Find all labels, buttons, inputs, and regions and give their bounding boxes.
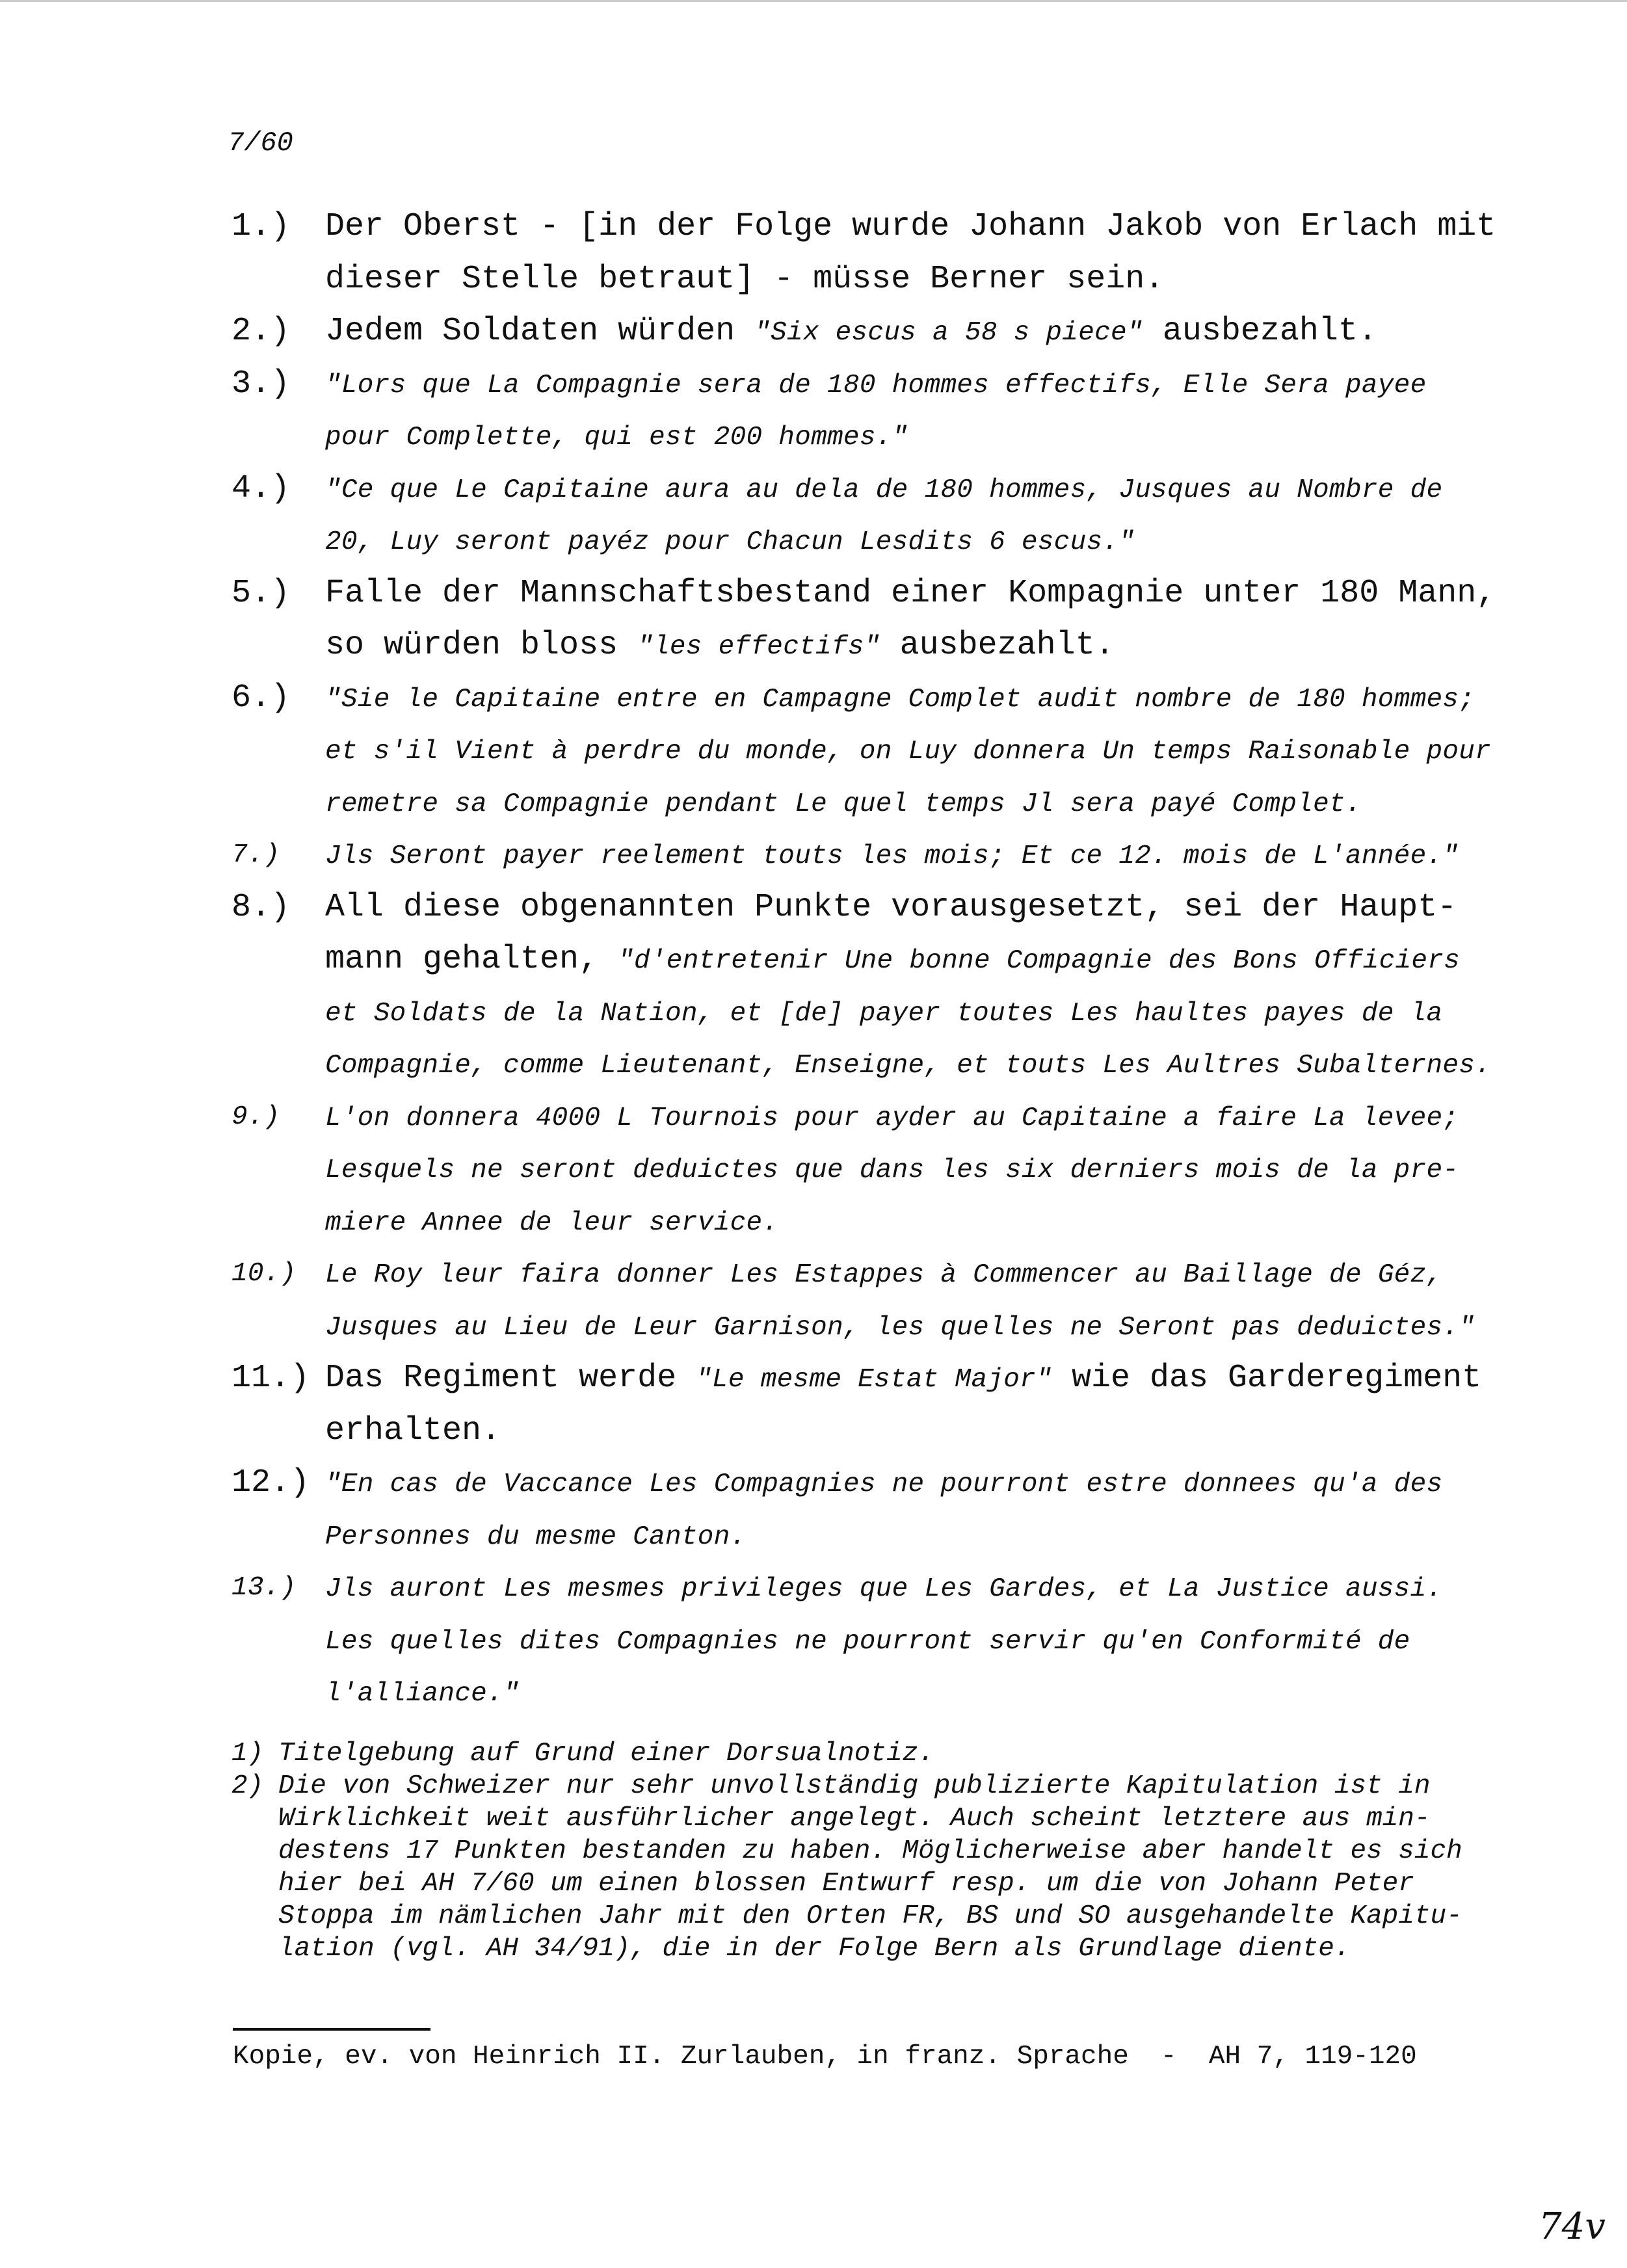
french-quote: Jusques au Lieu de Leur Garnison, les quelles ne Seront pas deduictes." <box>325 1312 1475 1343</box>
article-line <box>231 1352 1532 1405</box>
article-text <box>325 1196 778 1249</box>
article-line <box>231 672 1532 725</box>
french-quote: miere Annee de leur service. <box>325 1207 779 1238</box>
article-number: 10.) <box>231 1259 297 1289</box>
article-text <box>325 1457 1442 1510</box>
article-line <box>231 934 1532 986</box>
german-text: so würden bloss <box>325 627 638 664</box>
article-line <box>231 986 1532 1039</box>
handwritten-folio-number: 74v <box>1539 2206 1606 2248</box>
german-text: erhalten. <box>325 1412 501 1449</box>
article-number: 8.) <box>231 888 291 926</box>
article-line <box>231 463 1532 516</box>
article-line <box>231 306 1532 358</box>
article-number: 4.) <box>231 469 291 507</box>
article-line <box>231 620 1532 672</box>
article-text <box>325 568 1496 620</box>
article-number: 6.) <box>231 679 291 717</box>
article-number: 11.) <box>231 1360 310 1397</box>
article-text <box>325 1091 1459 1144</box>
french-quote: "d'entretenir Une bonne Compagnie des Bons Officiers <box>618 946 1461 976</box>
french-quote: Compagnie, comme Lieutenant, Enseigne, et touts Les Aultres Subalternes. <box>325 1051 1492 1081</box>
article-number: 2.) <box>231 313 291 350</box>
article-text <box>325 829 1459 882</box>
article-number: 12.) <box>231 1464 310 1501</box>
article-text <box>325 620 1115 673</box>
article-line <box>231 1300 1532 1353</box>
article-line <box>231 1405 1532 1458</box>
article-line <box>231 515 1532 568</box>
article-line <box>231 724 1532 777</box>
french-quote: L'on donnera 4000 L Tournois pour ayder au Capitaine a faire La levee; <box>325 1103 1459 1133</box>
article-text <box>325 1038 1491 1092</box>
article-line <box>231 568 1532 620</box>
german-text: Der Oberst - [in der Folge wurde Johann Jakob von Erlach mit <box>325 208 1496 245</box>
article-line <box>231 1248 1532 1300</box>
french-quote: et Soldats de la Nation, et [de] payer toutes Les haultes payes de la <box>325 998 1443 1029</box>
article-text <box>325 1615 1410 1668</box>
article-text <box>325 1667 520 1720</box>
article-text <box>325 1510 747 1563</box>
french-quote: remetre sa Compagnie pendant Le quel temps Jl sera payé Complet. <box>325 789 1362 819</box>
article-line <box>231 201 1532 254</box>
article-number: 5.) <box>231 574 291 612</box>
separator-rule <box>233 2028 430 2031</box>
article-line <box>231 882 1532 934</box>
article-number: 3.) <box>231 365 291 402</box>
german-text: Das Regiment werde <box>325 1360 696 1397</box>
french-quote: Les quelles dites Compagnies ne pourront servir qu'en Conformité de <box>325 1626 1410 1657</box>
source-note: Kopie, ev. von Heinrich II. Zurlauben, in franz. Sprache - AH 7, 119-120 <box>233 2042 1417 2072</box>
french-quote: "Le mesme Estat Major" <box>696 1365 1052 1395</box>
article-line <box>231 358 1532 411</box>
article-line <box>231 829 1532 882</box>
article-text <box>325 306 1377 359</box>
article-text <box>325 1352 1481 1406</box>
article-text <box>325 201 1496 253</box>
article-line <box>231 1038 1532 1091</box>
article-text <box>325 934 1460 987</box>
french-quote: Personnes du mesme Canton. <box>325 1522 747 1552</box>
article-text <box>325 358 1426 412</box>
footnote-text: hier bei AH 7/60 um einen blossen Entwurf resp. um die von Johann Peter <box>278 1869 1414 1899</box>
article-line <box>231 1457 1532 1510</box>
article-text <box>325 515 1135 568</box>
french-quote: Jls auront Les mesmes privileges que Les Gardes, et La Justice aussi. <box>325 1574 1443 1604</box>
french-quote: Jls Seront payer reelement touts les mois; Et ce 12. mois de L'année." <box>325 841 1459 871</box>
article-text <box>325 1248 1442 1301</box>
footnote-text: Stoppa im nämlichen Jahr mit den Orten FR, BS und SO ausgehandelte Kapitu- <box>278 1901 1462 1931</box>
german-text: wie das Garderegiment <box>1052 1360 1482 1397</box>
article-line <box>231 1562 1532 1615</box>
footnote-number: 1) <box>231 1739 264 1769</box>
article-text <box>325 882 1457 934</box>
article-text <box>325 986 1442 1040</box>
french-quote: Le Roy leur faira donner Les Estappes à Commencer au Baillage de Géz, <box>325 1260 1443 1290</box>
article-line <box>231 777 1532 830</box>
french-quote: 20, Luy seront payéz pour Chacun Lesdits 6 escus." <box>325 527 1135 557</box>
article-number: 13.) <box>231 1573 297 1603</box>
footnote-text: Wirklichkeit weit ausführlicher angelegt. Auch scheint letztere aus min- <box>278 1804 1431 1834</box>
french-quote: "En cas de Vaccance Les Compagnies ne pourront estre donnees qu'a des <box>325 1470 1443 1499</box>
article-text <box>325 463 1442 516</box>
scan-edge <box>0 0 1627 2</box>
article-text <box>325 410 908 464</box>
french-quote: "Sie le Capitaine entre en Campagne Complet audit nombre de 180 hommes; <box>325 684 1475 715</box>
french-quote: Lesquels ne seront deduictes que dans les six derniers mois de la pre- <box>325 1155 1459 1185</box>
article-text <box>325 777 1362 830</box>
french-quote: "les effectifs" <box>637 632 880 662</box>
article-number: 9.) <box>231 1101 280 1132</box>
article-number: 7.) <box>231 840 280 870</box>
document-reference: 7/60 <box>228 127 293 159</box>
article-text <box>325 1143 1459 1196</box>
german-text: Jedem Soldaten würden <box>325 313 755 350</box>
footnote-text: lation (vgl. AH 34/91), die in der Folge Bern als Grundlage diente. <box>278 1934 1351 1964</box>
article-line <box>231 1510 1532 1563</box>
article-text <box>325 724 1491 778</box>
french-quote: "Ce que Le Capitaine aura au dela de 180 hommes, Jusques au Nombre de <box>325 475 1443 505</box>
french-quote: et s'il Vient à perdre du monde, on Luy donnera Un temps Raisonable pour <box>325 737 1492 767</box>
article-number: 1.) <box>231 208 291 245</box>
article-line <box>231 1615 1532 1667</box>
article-line <box>231 410 1532 463</box>
article-line <box>231 254 1532 306</box>
german-text: ausbezahlt. <box>880 627 1115 664</box>
footnote-text: Die von Schweizer nur sehr unvollständig publizierte Kapitulation ist in <box>278 1771 1431 1801</box>
article-text <box>325 1300 1475 1354</box>
german-text: All diese obgenannten Punkte vorausgesetzt, sei der Haupt- <box>325 888 1457 926</box>
article-text <box>325 672 1475 726</box>
german-text: ausbezahlt. <box>1143 313 1377 350</box>
footnote-text: Titelgebung auf Grund einer Dorsualnotiz. <box>278 1739 934 1769</box>
german-text: Falle der Mannschaftsbestand einer Kompagnie unter 180 Mann, <box>325 574 1496 612</box>
article-line <box>231 1196 1532 1248</box>
french-quote: l'alliance." <box>325 1679 520 1709</box>
article-text <box>325 1405 501 1457</box>
german-text: dieser Stelle betraut] - müsse Berner sein. <box>325 260 1165 298</box>
french-quote: "Six escus a 58 s piece" <box>754 318 1143 348</box>
footnote-text: destens 17 Punkten bestanden zu haben. Möglicherweise aber handelt es sich <box>278 1836 1462 1866</box>
article-list <box>231 201 1532 1719</box>
article-line <box>231 1143 1532 1196</box>
footnote-number: 2) <box>231 1771 264 1801</box>
article-line <box>231 1091 1532 1144</box>
french-quote: pour Complette, qui est 200 hommes." <box>325 423 908 453</box>
french-quote: "Lors que La Compagnie sera de 180 hommes effectifs, Elle Sera payee <box>325 370 1427 401</box>
german-text: mann gehalten, <box>325 941 618 978</box>
article-text <box>325 1562 1442 1615</box>
article-line <box>231 1667 1532 1719</box>
article-text <box>325 254 1164 306</box>
